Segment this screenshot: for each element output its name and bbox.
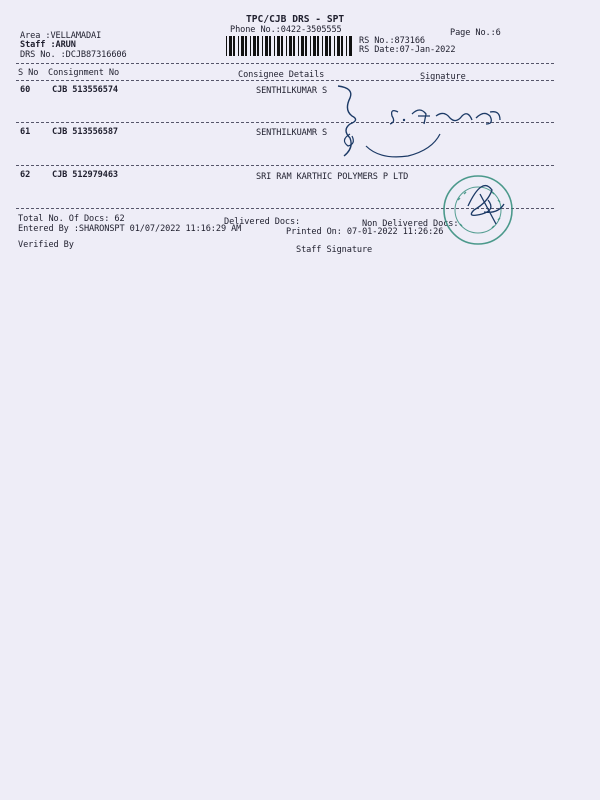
row-sno: 62	[20, 170, 31, 180]
rs-number: RS No.:873166	[359, 36, 425, 46]
barcode-bar	[349, 36, 352, 56]
barcode-bar	[301, 36, 304, 56]
barcode-bar	[238, 36, 239, 56]
rs-date: RS Date:07-Jan-2022	[359, 45, 456, 55]
printed-on: Printed On: 07-01-2022 11:26:26	[286, 227, 444, 237]
staff-signature-label: Staff Signature	[296, 245, 373, 255]
barcode-bar	[241, 36, 244, 56]
barcode-bar	[341, 36, 343, 56]
barcode-bar	[325, 36, 328, 56]
staff-label: Staff :ARUN	[20, 40, 76, 50]
barcode-bar	[286, 36, 287, 56]
row-consignee: SRI RAM KARTHIC POLYMERS P LTD	[256, 172, 409, 182]
columns-divider	[16, 80, 554, 81]
barcode-bar	[305, 36, 307, 56]
row-sno: 61	[20, 127, 31, 137]
barcode-bar	[250, 36, 251, 56]
barcode-bar	[310, 36, 311, 56]
row-divider	[16, 165, 554, 166]
barcode-bar	[226, 36, 227, 56]
barcode-bar	[322, 36, 323, 56]
barcode-bar	[317, 36, 319, 56]
barcode-bar	[337, 36, 340, 56]
barcode-bar	[265, 36, 268, 56]
barcode-bar	[262, 36, 263, 56]
header-divider	[16, 63, 554, 64]
page-number: Page No.:6	[450, 28, 501, 38]
barcode-bar	[334, 36, 335, 56]
col-header-signature: Signature	[420, 72, 466, 82]
barcode-bar	[274, 36, 275, 56]
total-docs: Total No. Of Docs: 62	[18, 214, 125, 224]
verified-by-label: Verified By	[18, 240, 74, 250]
barcode-bar	[253, 36, 256, 56]
col-header-sno: S No	[18, 68, 39, 78]
row-consignee: SENTHILKUAMR S	[256, 128, 328, 138]
row-consignee: SENTHILKUMAR S	[256, 86, 328, 96]
col-header-consignment: Consignment No	[48, 68, 120, 78]
barcode-bar	[298, 36, 299, 56]
barcode-bar	[346, 36, 347, 56]
barcode-bar	[289, 36, 292, 56]
row-consignment: CJB 512979463	[52, 170, 118, 180]
company-stamp	[438, 170, 518, 250]
barcode-bar	[329, 36, 331, 56]
barcode-bar	[269, 36, 271, 56]
handwritten-signature	[360, 90, 510, 160]
barcode-bar	[293, 36, 295, 56]
phone-number: Phone No.:0422-3505555	[230, 25, 342, 35]
barcode-bar	[245, 36, 247, 56]
document-title: TPC/CJB DRS - SPT	[246, 14, 345, 25]
row-consignment: CJB 513556574	[52, 85, 118, 95]
barcode-bar	[257, 36, 259, 56]
barcode-bar	[313, 36, 316, 56]
barcode-bar	[281, 36, 283, 56]
col-header-consignee: Consignee Details	[238, 70, 325, 80]
row-consignment: CJB 513556587	[52, 127, 118, 137]
row-sno: 60	[20, 85, 31, 95]
entered-by: Entered By :SHARONSPT 01/07/2022 11:16:29 AM	[18, 224, 242, 234]
barcode-bar	[233, 36, 235, 56]
barcode-bar	[229, 36, 232, 56]
drs-number: DRS No. :DCJB87316606	[20, 50, 127, 60]
non-delivered-docs: Non Delivered Docs:	[362, 219, 459, 229]
delivered-docs: Delivered Docs:	[224, 217, 301, 227]
barcode-bar	[277, 36, 280, 56]
barcode	[226, 36, 354, 56]
area-label: Area :VELLAMADAI	[20, 31, 102, 41]
